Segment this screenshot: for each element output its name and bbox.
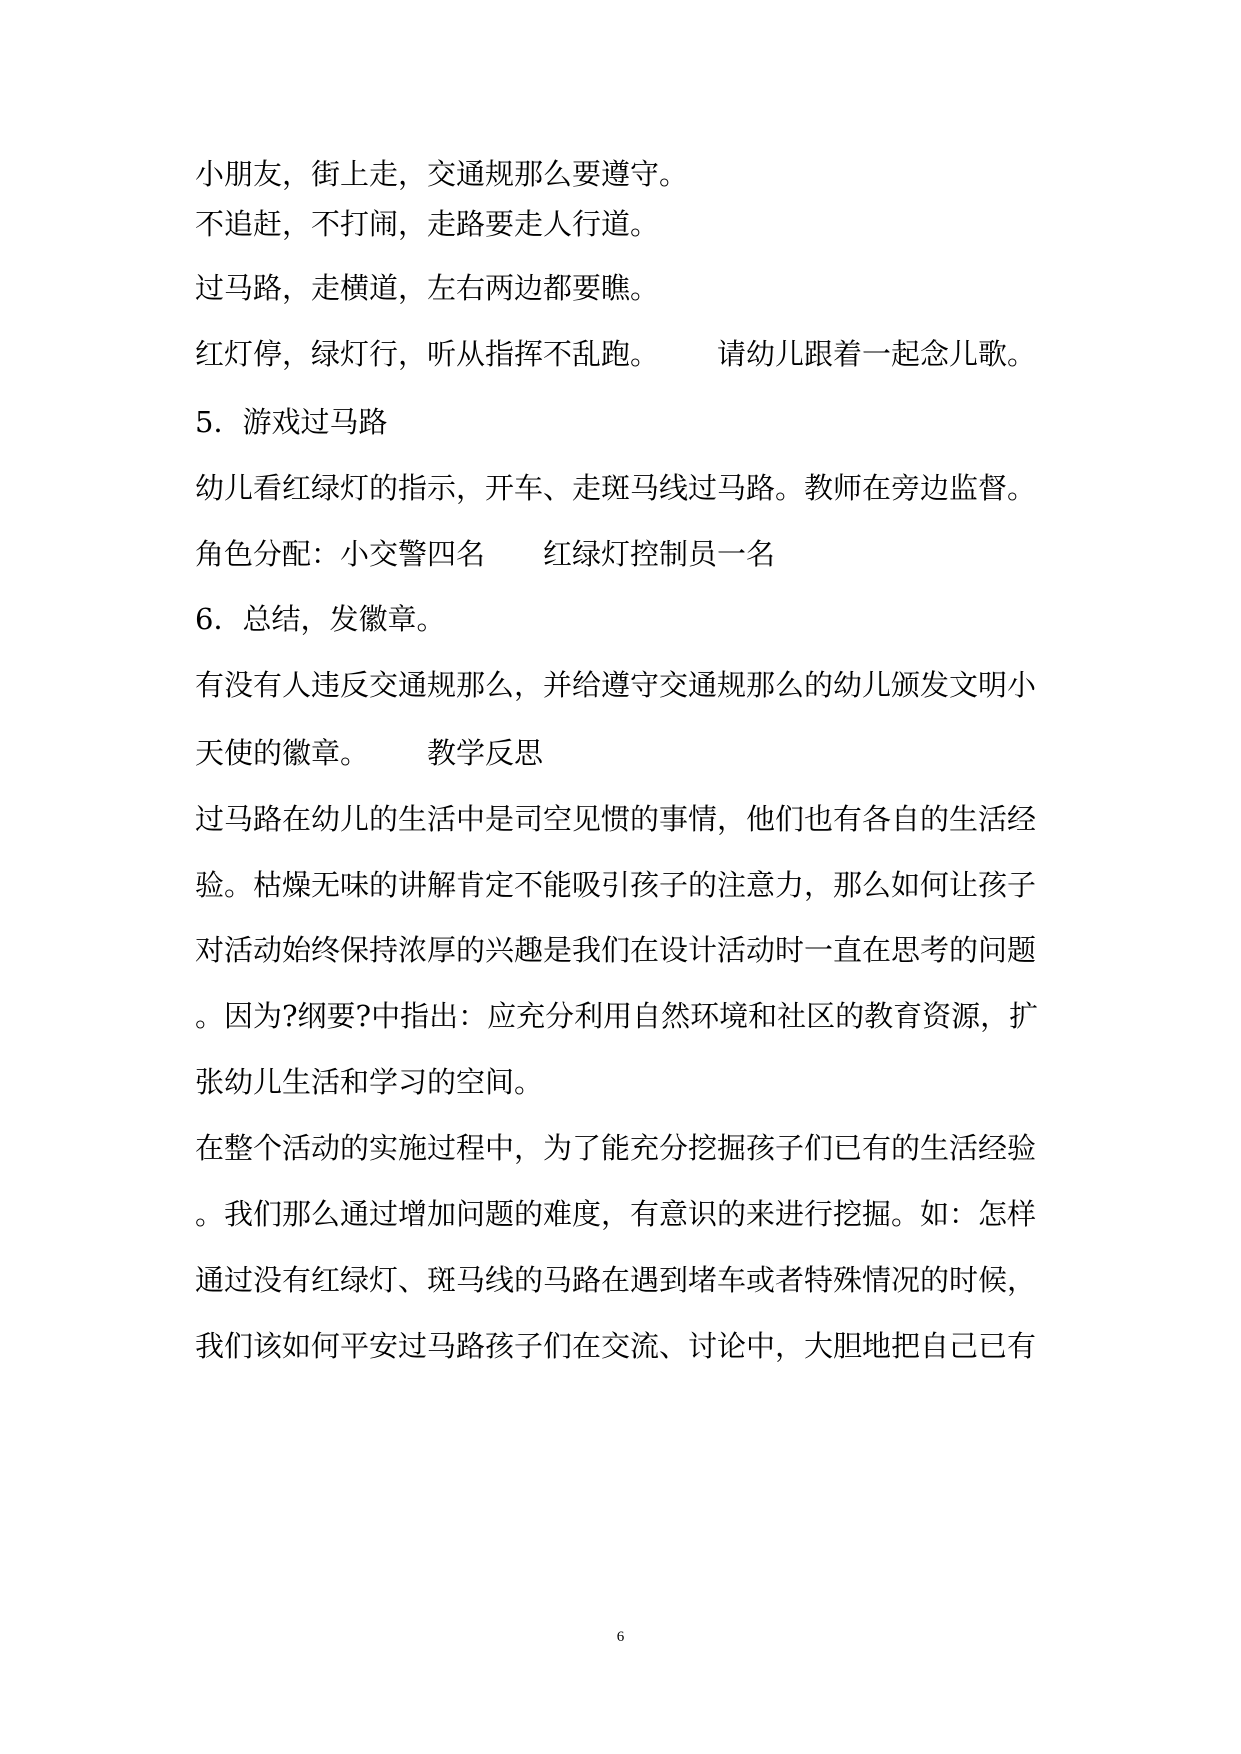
text-line (195, 402, 1075, 442)
text-line (195, 468, 1075, 508)
paragraph-line: 张幼儿生活和学习的空间。 (195, 1065, 544, 1099)
nursery-rhyme-line-1: 小朋友，街上走，交通规那么要遵守。 (195, 157, 689, 191)
paragraph-line: 对活动始终保持浓厚的兴趣是我们在设计活动时一直在思考的问题 (195, 933, 1037, 967)
paragraph-line: 天使的徽章。 (195, 736, 370, 770)
nursery-rhyme-line-4: 红灯停，绿灯行，听从指挥不乱跑。 (195, 337, 660, 371)
text-line (195, 599, 1075, 639)
teaching-reflection-heading: 教学反思 (427, 736, 544, 770)
text-line (195, 1326, 1075, 1366)
nursery-rhyme-line-3: 过马路，走横道，左右两边都要瞧。 (195, 271, 660, 305)
text-line (195, 865, 1075, 905)
page-number: 6 (616, 1629, 625, 1645)
text-line (195, 154, 1075, 194)
text-line (195, 665, 1075, 705)
paragraph-line: 。因为?纲要?中指出：应充分利用自然环境和社区的教育资源，扩 (195, 999, 1039, 1033)
paragraph-line: 过马路在幼儿的生活中是司空见惯的事情，他们也有各自的生活经 (195, 802, 1037, 836)
text-line (195, 334, 1075, 374)
text-line (195, 1194, 1075, 1234)
instruction-text: 请幼儿跟着一起念儿歌。 (717, 337, 1037, 371)
paragraph-line: 有没有人违反交通规那么，并给遵守交通规那么的幼儿颁发文明小 (195, 668, 1037, 702)
section-heading-5: 5．游戏过马路 (195, 405, 388, 439)
text-line (195, 1260, 1075, 1300)
text-line (195, 534, 1075, 574)
text-line (195, 204, 1075, 244)
text-line (195, 733, 1075, 773)
paragraph-line: 验。枯燥无味的讲解肯定不能吸引孩子的注意力，那么如何让孩子 (195, 868, 1037, 902)
text-line (195, 268, 1075, 308)
text-line (195, 799, 1075, 839)
nursery-rhyme-line-2: 不追赶，不打闹，走路要走人行道。 (195, 207, 660, 241)
role-assignment-text: 角色分配：小交警四名 (195, 537, 486, 571)
paragraph-line: 通过没有红绿灯、斑马线的马路在遇到堵车或者特殊情况的时候， (195, 1263, 1037, 1297)
paragraph-line: 幼儿看红绿灯的指示，开车、走斑马线过马路。教师在旁边监督。 (195, 471, 1037, 505)
paragraph-line: 我们该如何平安过马路孩子们在交流、讨论中，大胆地把自己已有 (195, 1329, 1037, 1363)
paragraph-line: 。我们那么通过增加问题的难度，有意识的来进行挖掘。如：怎样 (195, 1197, 1037, 1231)
section-heading-6: 6．总结，发徽章。 (195, 602, 446, 636)
paragraph-line: 在整个活动的实施过程中，为了能充分挖掘孩子们已有的生活经验 (195, 1131, 1037, 1165)
text-line (195, 1062, 1075, 1102)
text-line (195, 930, 1075, 970)
role-assignment-text: 红绿灯控制员一名 (543, 537, 776, 571)
text-line (195, 996, 1075, 1036)
text-line (195, 1128, 1075, 1168)
